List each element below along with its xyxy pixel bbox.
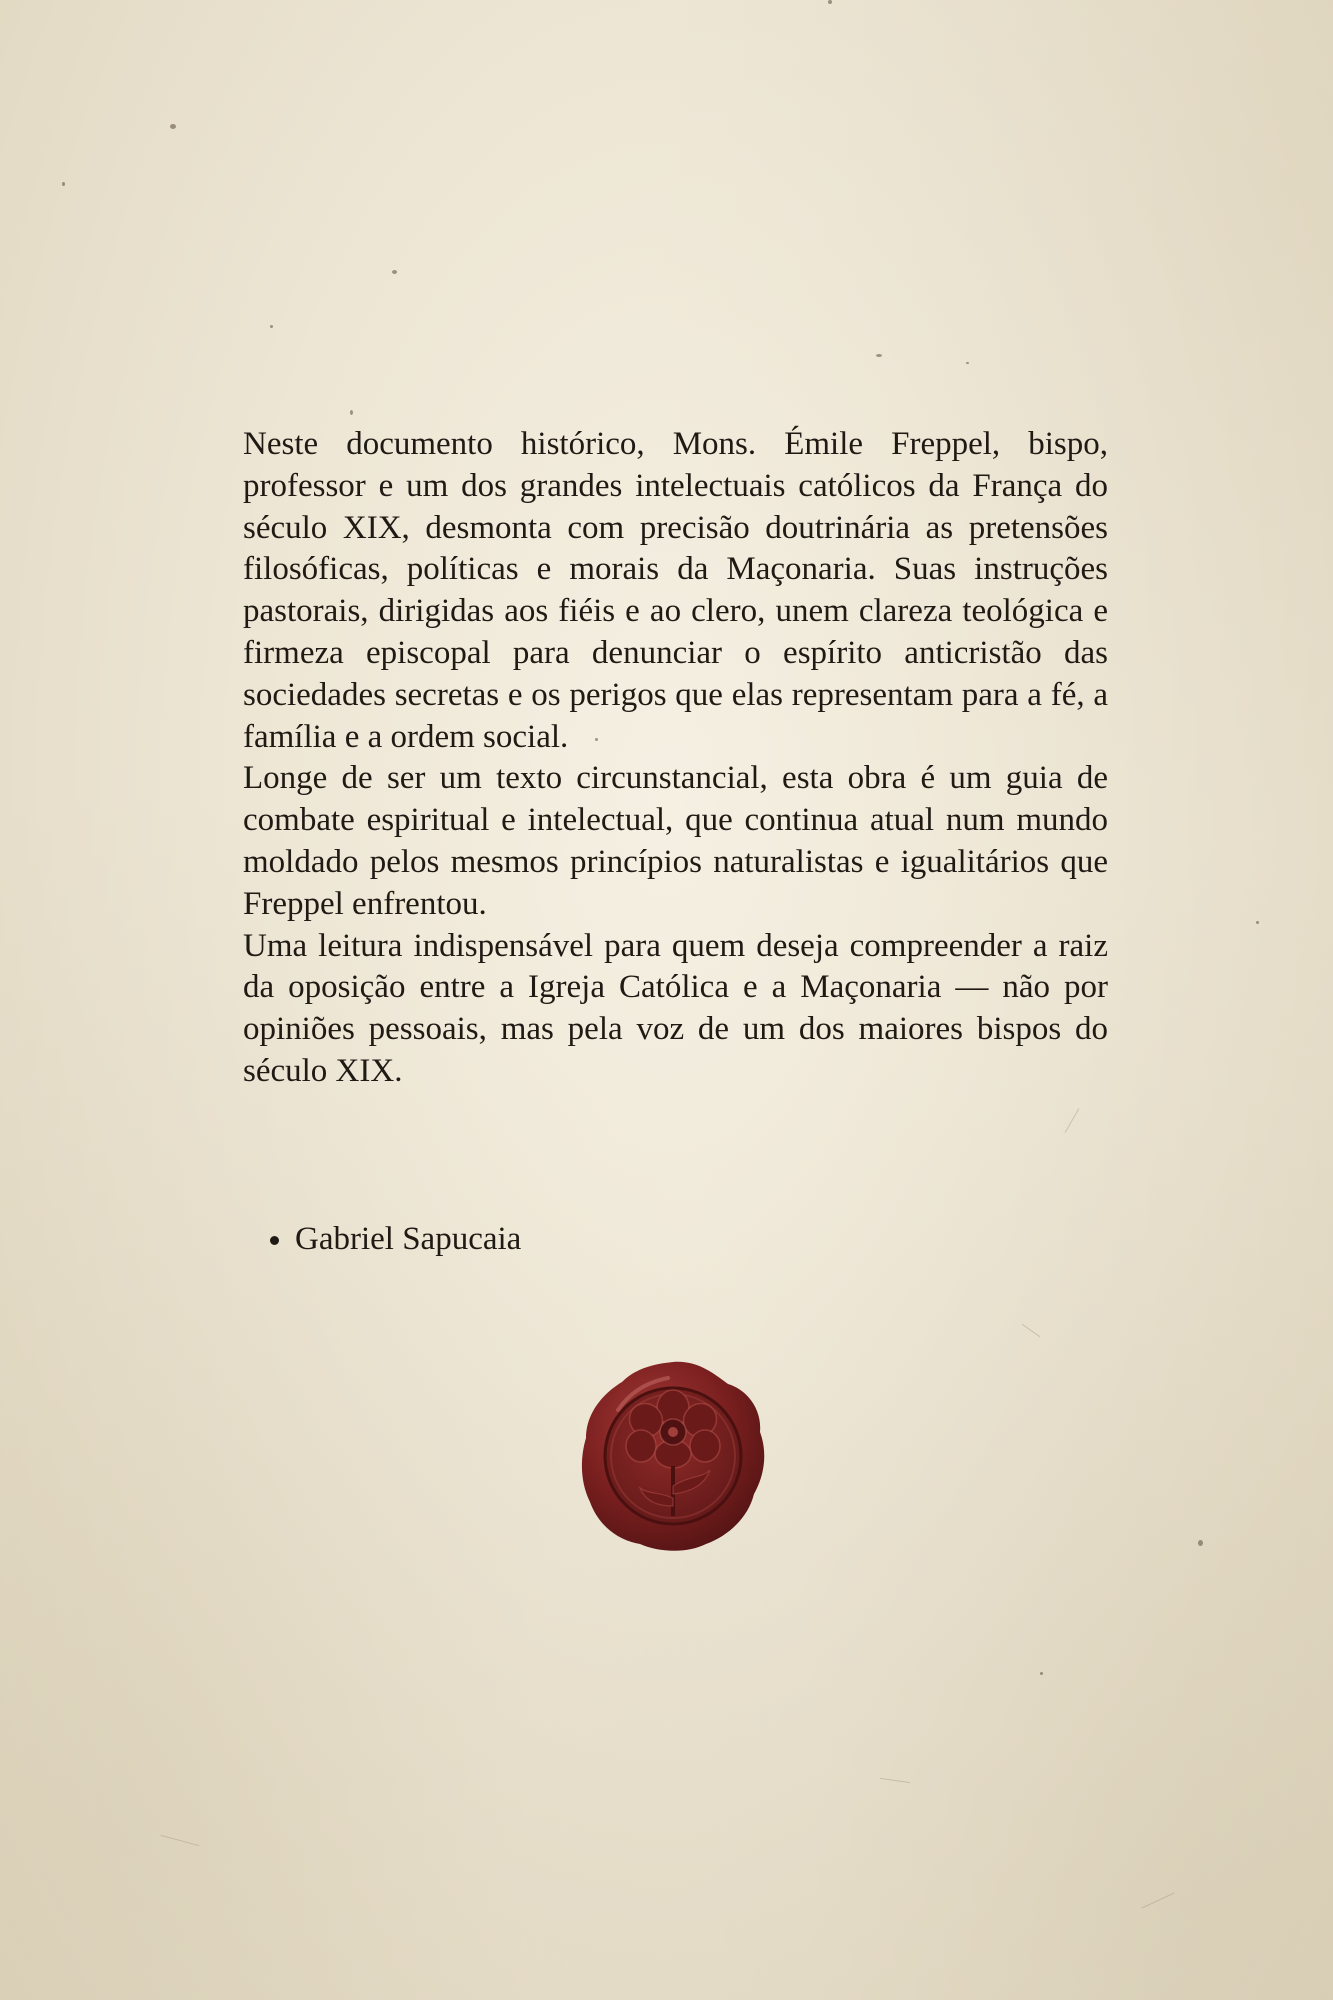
paper-speck (270, 325, 273, 328)
paper-speck (1198, 1540, 1203, 1546)
author-signature: • Gabriel Sapucaia (295, 1218, 521, 1260)
synopsis-paragraph-3: Uma leitura indispensável para quem deseja compreender a raiz da oposição entre a Igreja Católica e a Maçonaria — não por opiniões pessoais, mas pela voz de um dos maiores bispos do século XIX. (243, 927, 1108, 1089)
paper-speck (1040, 1672, 1043, 1675)
paper-speck (1256, 921, 1259, 924)
paper-speck (350, 410, 353, 415)
paper-speck (966, 362, 969, 364)
paper-speck (62, 182, 65, 186)
paper-speck (828, 0, 832, 4)
wax-seal-flower-icon (578, 1358, 768, 1554)
back-cover-synopsis (243, 424, 1108, 1093)
signature-list (243, 1218, 521, 1260)
paper-fiber (1022, 1324, 1041, 1337)
paper-fiber (161, 1835, 200, 1846)
paper-fiber (880, 1778, 910, 1783)
paper-speck (170, 124, 176, 129)
synopsis-paragraph-2: Longe de ser um texto circunstancial, esta obra é um guia de combate espiritual e intelectual, que continua atual num mundo moldado pelos mesmos princípios naturalistas e igualitários que Freppel enfrentou. (243, 760, 1108, 922)
paper-fiber (1065, 1108, 1080, 1133)
synopsis-paragraph-1: Neste documento histórico, Mons. Émile Freppel, bispo, professor e um dos grandes intelectuais católicos da França do século XIX, desmonta com precisão doutrinária as pretensões filosóficas, políticas e morais da Maçonaria. Suas instruções pastorais, dirigidas aos fiéis e ao clero, unem clareza teológica e firmeza episcopal para denunciar o espírito anticristão das sociedades secretas e os perigos que elas representam para a fé, a família e a ordem social. (243, 426, 1108, 755)
paper-fiber (1141, 1892, 1174, 1908)
paper-speck (876, 354, 882, 357)
paper-speck (392, 270, 397, 274)
